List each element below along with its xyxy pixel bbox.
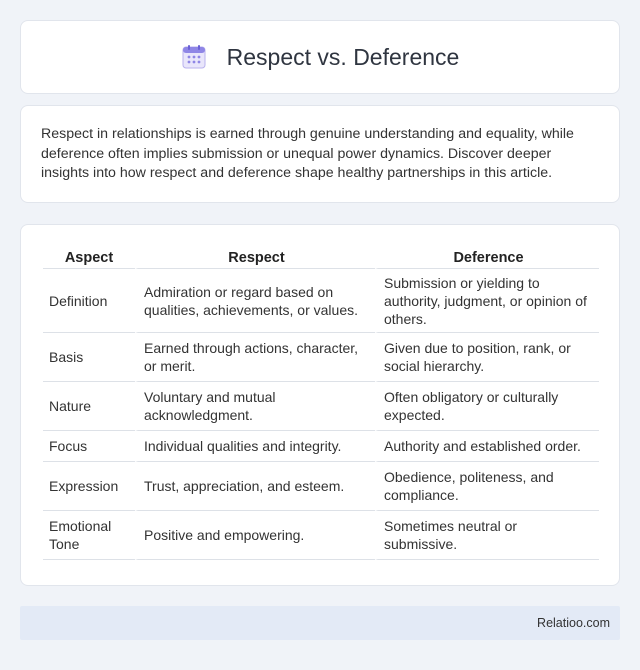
intro-text: Respect in relationships is earned through genuine understanding and equality, while deference often implies submission or unequal power dynamics. Discover deeper insights into how respect and deference shape healthy partnerships in this article. (41, 126, 574, 181)
row-respect: Positive and empowering. (135, 511, 375, 560)
table-row (43, 333, 599, 382)
title-card (20, 20, 620, 94)
row-respect: Earned through actions, character, or merit. (135, 333, 375, 382)
comparison-card (20, 224, 620, 586)
row-aspect: Expression (43, 462, 135, 511)
header-deference: Deference (375, 245, 599, 269)
row-aspect: Focus (43, 431, 135, 462)
row-aspect: Definition (43, 269, 135, 333)
row-deference: Sometimes neutral or submissive. (375, 511, 599, 560)
table-row (43, 382, 599, 431)
intro-card (20, 105, 620, 203)
table-row (43, 511, 599, 560)
row-aspect: Basis (43, 333, 135, 382)
row-deference: Obedience, politeness, and compliance. (375, 462, 599, 511)
header-aspect: Aspect (43, 245, 135, 269)
row-deference: Given due to position, rank, or social hierarchy. (375, 333, 599, 382)
row-respect: Admiration or regard based on qualities, achievements, or values. (135, 269, 375, 333)
row-deference: Often obligatory or culturally expected. (375, 382, 599, 431)
row-respect: Trust, appreciation, and esteem. (135, 462, 375, 511)
table-header-row (43, 245, 599, 269)
page-title: Respect vs. Deference (226, 43, 460, 70)
table-row (43, 269, 599, 333)
row-deference: Authority and established order. (375, 431, 599, 462)
row-respect: Individual qualities and integrity. (135, 431, 375, 462)
table-row (43, 462, 599, 511)
table-row (43, 431, 599, 462)
comparison-table (43, 245, 599, 560)
row-deference: Submission or yielding to authority, judgment, or opinion of others. (375, 269, 599, 333)
footer-site-link[interactable]: Relatioo.com (537, 616, 610, 630)
row-respect: Voluntary and mutual acknowledgment. (135, 382, 375, 431)
row-aspect: Emotional Tone (43, 511, 135, 560)
calendar-icon (181, 44, 207, 70)
header-respect: Respect (135, 245, 375, 269)
row-aspect: Nature (43, 382, 135, 431)
footer (20, 606, 620, 640)
